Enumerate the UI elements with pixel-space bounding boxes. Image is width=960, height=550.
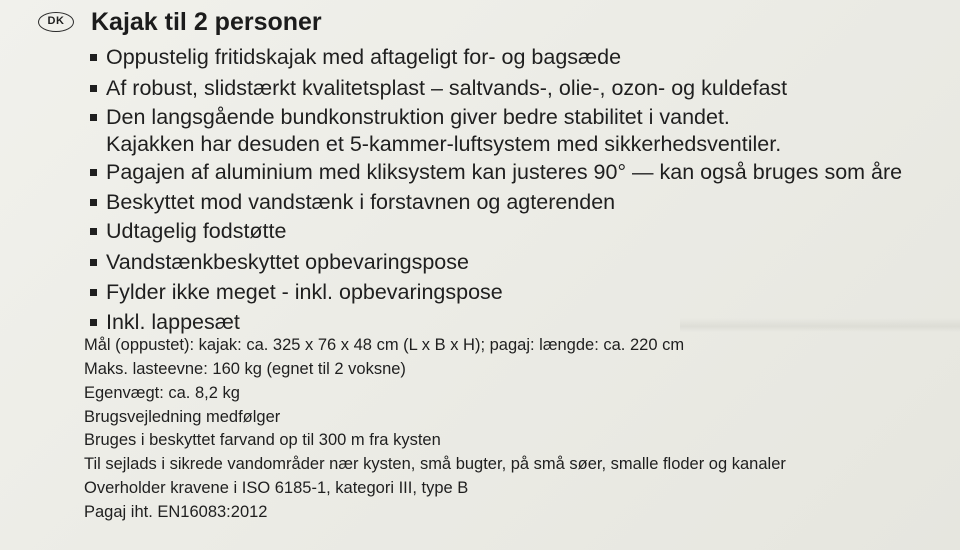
feature-text: Den langsgående bundkonstruktion giver bedre stabilitet i vandet. — [106, 105, 730, 129]
paper-crease — [680, 318, 960, 332]
spec-line: Brugsvejledning medfølger — [84, 408, 281, 426]
feature-text: Pagajen af aluminium med kliksystem kan justeres 90° — kan også bruges som åre — [106, 160, 903, 184]
bullet-square-icon — [90, 169, 97, 176]
product-title: Kajak til 2 personer — [91, 8, 322, 36]
spec-line: Til sejlads i sikrede vandområder nær kysten, små bugter, på små søer, smalle floder og kanaler — [84, 455, 786, 473]
bullet-square-icon — [90, 54, 97, 61]
feature-item — [90, 309, 240, 336]
feature-text: Af robust, slidstærkt kvalitetsplast – saltvands-, olie-, ozon- og kuldefast — [106, 76, 788, 100]
bullet-square-icon — [90, 259, 97, 266]
feature-text: Fylder ikke meget - inkl. opbevaringspose — [106, 280, 503, 304]
feature-text: Udtagelig fodstøtte — [106, 219, 287, 243]
feature-item — [90, 218, 286, 245]
feature-item — [90, 44, 621, 71]
spec-line: Bruges i beskyttet farvand op til 300 m fra kysten — [84, 431, 441, 449]
feature-text: Inkl. lappesæt — [106, 310, 240, 334]
spec-line: Mål (oppustet): kajak: ca. 325 x 76 x 48 cm (L x B x H); pagaj: længde: ca. 220 cm — [84, 336, 685, 354]
bullet-square-icon — [90, 228, 97, 235]
feature-item — [90, 249, 469, 276]
spec-line: Overholder kravene i ISO 6185-1, kategori III, type B — [84, 479, 469, 497]
bullet-square-icon — [90, 114, 97, 121]
feature-text-continued: Kajakken har desuden et 5-kammer-luftsystem med sikkerhedsventiler. — [106, 132, 782, 156]
feature-item — [90, 104, 781, 158]
feature-item — [90, 75, 787, 102]
feature-item — [90, 189, 615, 216]
feature-item — [90, 159, 902, 186]
bullet-square-icon — [90, 319, 97, 326]
feature-text: Vandstænkbeskyttet opbevaringspose — [106, 250, 469, 274]
spec-line: Pagaj iht. EN16083:2012 — [84, 503, 268, 521]
bullet-square-icon — [90, 85, 97, 92]
bullet-square-icon — [90, 289, 97, 296]
country-code-badge: DK — [38, 12, 74, 32]
feature-text: Oppustelig fritidskajak med aftageligt for- og bagsæde — [106, 45, 622, 69]
spec-line: Maks. lasteevne: 160 kg (egnet til 2 voksne) — [84, 360, 406, 378]
spec-line: Egenvægt: ca. 8,2 kg — [84, 384, 240, 402]
bullet-square-icon — [90, 199, 97, 206]
feature-text: Beskyttet mod vandstænk i forstavnen og agterenden — [106, 190, 616, 214]
feature-item — [90, 279, 503, 306]
